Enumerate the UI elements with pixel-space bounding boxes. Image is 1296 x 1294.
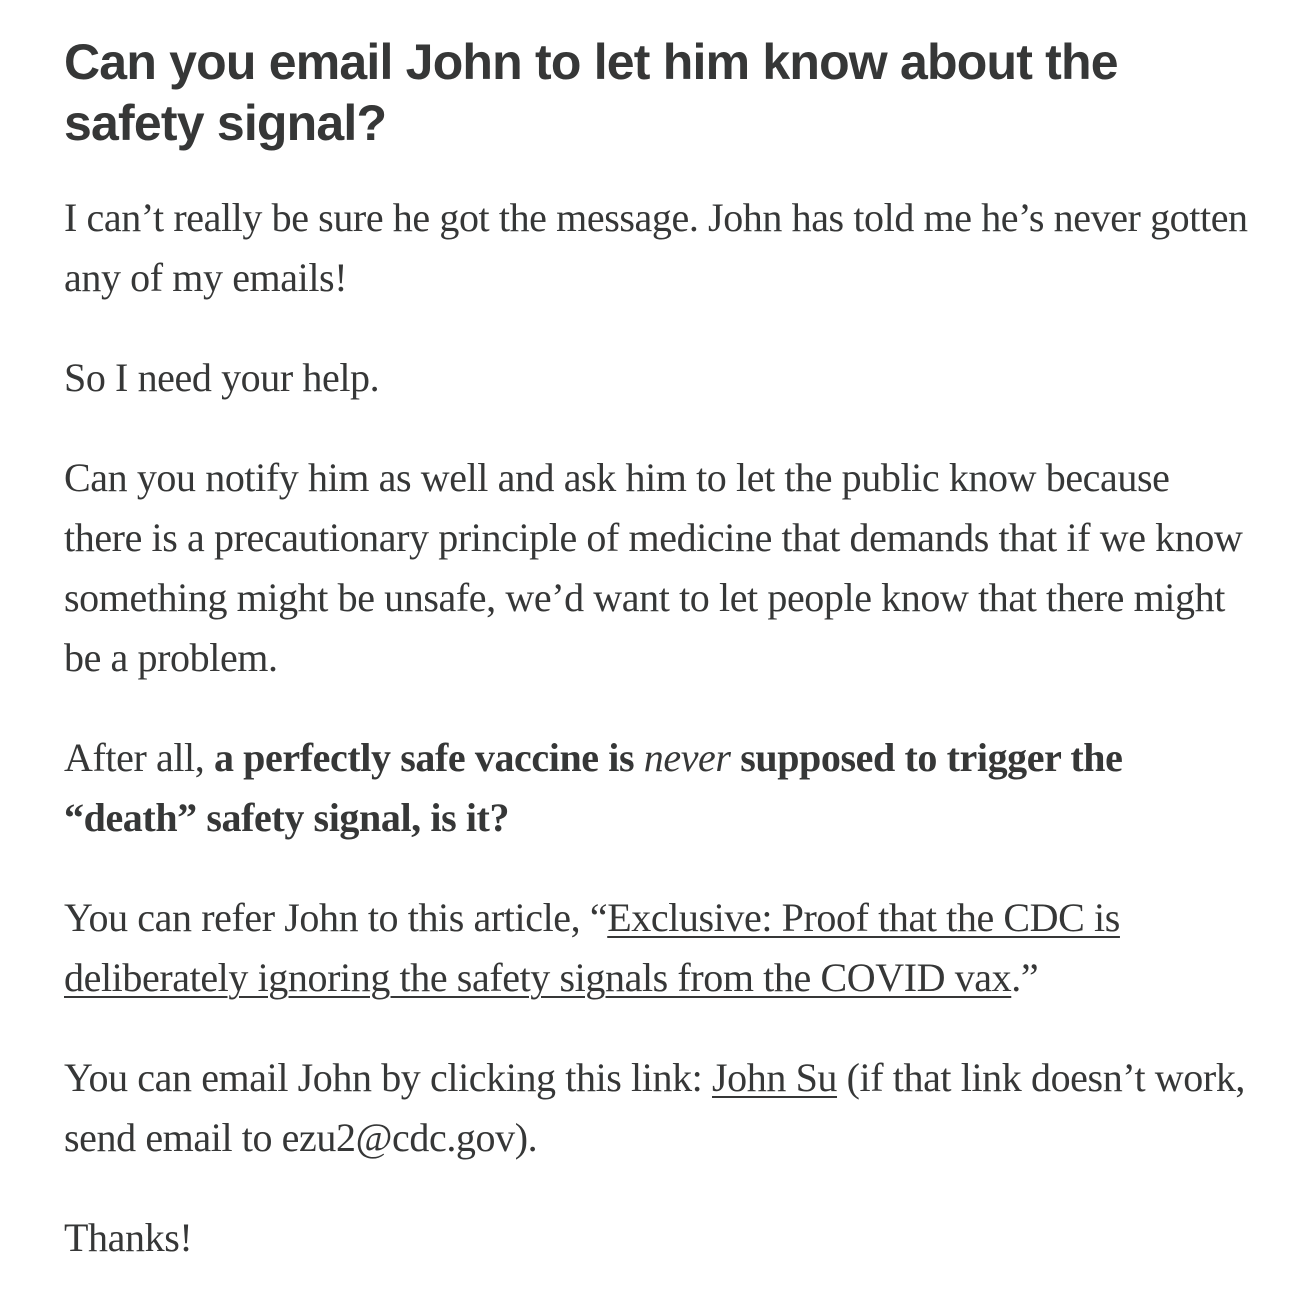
emphasis-never: never [643, 735, 731, 780]
email-john-lead: You can email John by clicking this link: [64, 1055, 712, 1100]
paragraph-need-help: So I need your help. [64, 355, 380, 400]
paragraph-delivery-doubt: I can’t really be sure he got the message. John has told me he’s never gotten any of my emails! [64, 195, 1248, 300]
article-reference-tail: .” [1011, 955, 1039, 1000]
safety-signal-lead: After all, [64, 735, 214, 780]
safety-signal-bold-start: a perfectly safe vaccine is never supposed to trigger the “death” safety signal, is it? [64, 735, 1123, 840]
article-link[interactable]: Exclusive: Proof that the CDC is deliberately ignoring the safety signals from the COVID vax [64, 895, 1120, 1000]
article-heading: Can you email John to let him know about the safety signal? [64, 34, 1118, 151]
paragraph-email-john [64, 1048, 1256, 1168]
john-su-email-link[interactable]: John Su [712, 1055, 838, 1100]
paragraph-thanks: Thanks! [64, 1215, 193, 1260]
article-reference-lead: You can refer John to this article, “ [64, 895, 608, 940]
email-john-tail: (if that link doesn’t work, send email to ezu2@cdc.gov). [64, 1055, 1246, 1160]
paragraph-precautionary-principle: Can you notify him as well and ask him to let the public know because there is a precautionary principle of medicine that demands that if we know something might be unsafe, we’d want to let people know that there might be a problem. [64, 455, 1243, 680]
paragraph-safety-signal [64, 728, 1256, 848]
paragraph-article-reference [64, 888, 1256, 1008]
